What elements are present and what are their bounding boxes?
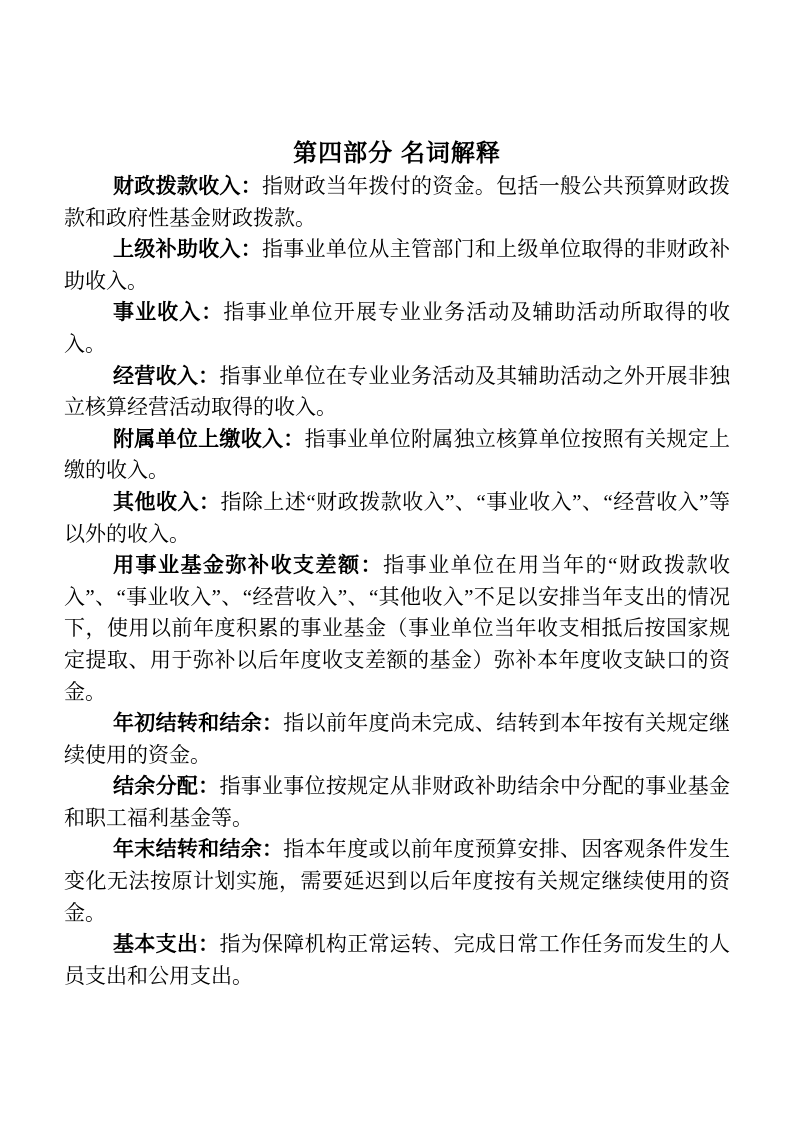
term-definition: 指事业单位在用当年的“财政拨款收入”、“事业收入”、“经营收入”、“其他收入”不足以安排当年支出的情况下，使用以前年度积累的事业基金（事业单位当年收支相抵后按国家规定提取、用于弥补以后年度收支差额的基金）弥补本年度收支缺口的资金。 [64, 553, 730, 704]
term-label: 年初结转和结余： [113, 712, 284, 736]
term-label: 财政拨款收入： [113, 175, 262, 198]
term-definition: 指为保障机构正常运转、完成日常工作任务而发生的人员支出和公用支出。 [64, 932, 731, 988]
term-label: 结余分配： [113, 775, 220, 799]
definition-paragraph [64, 297, 730, 360]
definition-paragraph [64, 234, 730, 297]
term-label: 其他收入： [113, 490, 221, 514]
term-definition: 指本年度或以前年度预算安排、因客观条件发生变化无法按原计划实施，需要延迟到以后年度按有关规定继续使用的资金。 [64, 837, 731, 925]
term-definition: 指财政当年拨付的资金。包括一般公共预算财政拨款和政府性基金财政拨款。 [64, 174, 730, 230]
term-definition: 指事业单位附属独立核算单位按照有关规定上缴的收入。 [64, 426, 731, 483]
term-definition: 指除上述“财政拨款收入”、“事业收入”、“经营收入”等以外的收入。 [64, 489, 730, 546]
term-definition: 指事业单位从主管部门和上级单位取得的非财政补助收入。 [64, 237, 730, 293]
term-label: 年末结转和结余： [113, 838, 284, 862]
term-label: 上级补助收入： [113, 238, 262, 262]
term-label: 附属单位上缴收入： [113, 427, 305, 451]
definition-paragraph [64, 708, 730, 771]
term-definition: 指事业单位开展专业业务活动及辅助活动所取得的收入。 [64, 300, 731, 356]
term-label: 经营收入： [113, 364, 220, 388]
page-title: 第四部分 名词解释 [293, 140, 501, 167]
term-label: 基本支出： [113, 933, 220, 957]
term-definition: 指事业事位按规定从非财政补助结余中分配的事业基金和职工福利基金等。 [64, 774, 731, 830]
definition-paragraph [64, 424, 730, 487]
definition-paragraph [64, 550, 730, 708]
definition-paragraph [64, 834, 730, 929]
definition-paragraph [64, 929, 730, 992]
term-label: 用事业基金弥补收支差额： [113, 554, 384, 578]
definition-paragraph [64, 771, 730, 834]
term-label: 事业收入： [113, 301, 224, 325]
term-definition: 指事业单位在专业业务活动及其辅助活动之外开展非独立核算经营活动取得的收入。 [64, 363, 731, 420]
term-definition: 指以前年度尚未完成、结转到本年按有关规定继续使用的资金。 [64, 711, 731, 767]
definition-paragraph [64, 361, 730, 424]
definition-paragraph [64, 487, 730, 550]
definition-paragraph [64, 171, 730, 234]
